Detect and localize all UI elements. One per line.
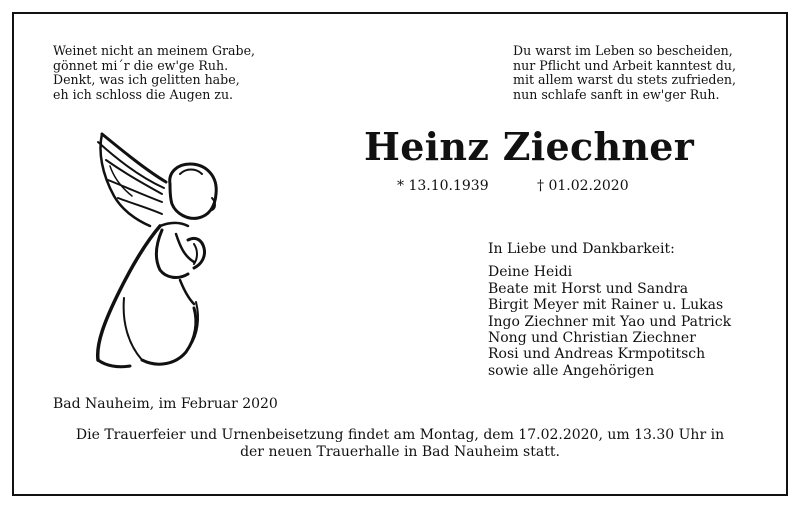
angel-robe [98,223,198,367]
poem-right-line: nur Pflicht und Arbeit kanntest du, [513,57,736,73]
ceremony-notice [30,427,770,461]
ceremony-line: der neuen Trauerhalle in Bad Nauheim statt. [240,444,560,460]
angel-praying-hands [156,230,204,304]
poem-left-line: eh ich schloss die Augen zu. [53,86,234,102]
death-date: † 01.02.2020 [537,178,629,194]
ceremony-line: Die Trauerfeier und Urnenbeisetzung findet am Montag, dem 17.02.2020, um 13.30 Uhr in [75,427,725,443]
angel-head [170,164,216,218]
poem-left-line: Denkt, was ich gelitten habe, [53,72,240,87]
mourner-entry: Beate mit Horst und Sandra [488,280,689,297]
mourner-entry: Deine Heidi [488,264,573,281]
poem-left-line: Weinet nicht an meinem Grabe, [53,43,256,58]
poem-right-line: Du warst im Leben so bescheiden, [513,43,733,58]
mourners-intro: In Liebe und Dankbarkeit: [488,241,675,257]
poem-left [53,44,255,102]
mourner-entry: sowie alle Angehörigen [488,362,655,379]
deceased-name: Heinz Ziechner [364,124,695,169]
birth-date: * 13.10.1939 [397,178,489,194]
place-and-date: Bad Nauheim, im Februar 2020 [53,396,278,412]
poem-right [513,44,736,102]
poem-left-line: gönnet mi´r die ew'ge Ruh. [53,57,229,73]
mourner-entry: Nong und Christian Ziechner [488,330,696,347]
mourner-entry: Birgit Meyer mit Rainer u. Lukas [488,297,724,314]
mourner-entry: Ingo Ziechner mit Yao und Patrick [488,313,732,330]
angel-wing [98,134,166,226]
mourner-entry: Rosi und Andreas Krmpotitsch [488,346,706,363]
poem-right-line: nun schlafe sanft in ew'ger Ruh. [513,86,720,102]
mourners-list [488,241,731,379]
angel-illustration [84,122,234,372]
poem-right-line: mit allem warst du stets zufrieden, [513,72,737,87]
